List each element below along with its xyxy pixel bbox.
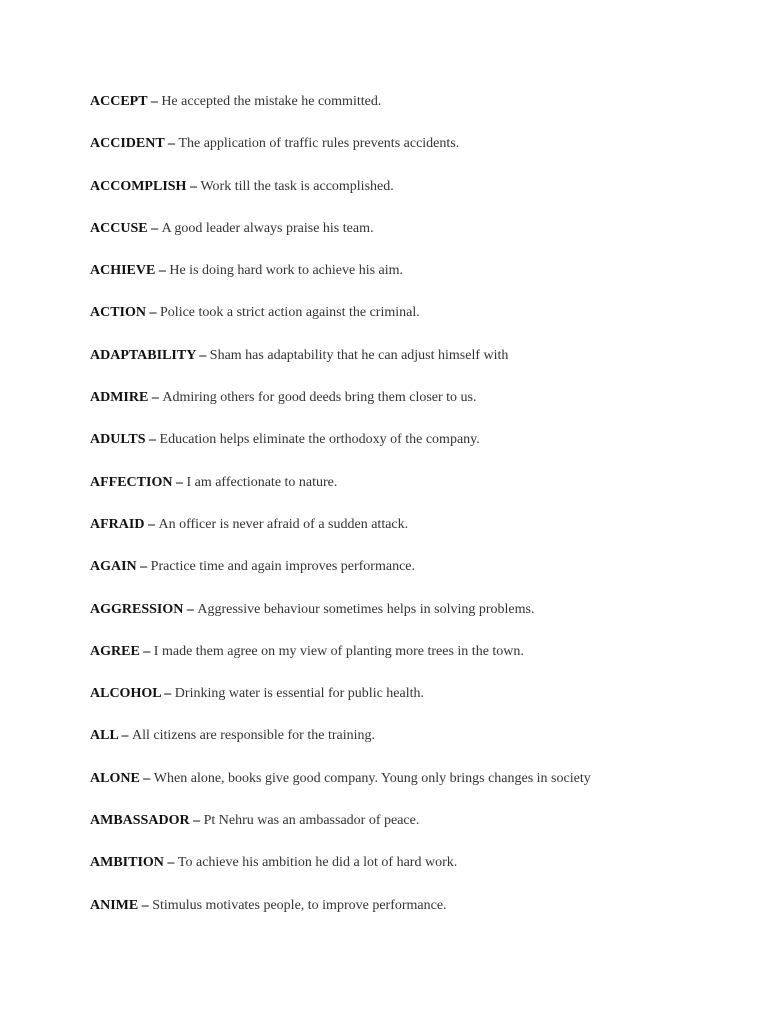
entry-word: ALCOHOL bbox=[90, 686, 161, 702]
entry-sentence: Stimulus motivates people, to improve performance. bbox=[152, 897, 447, 913]
vocabulary-entry bbox=[90, 469, 740, 511]
entry-word: ADMIRE bbox=[90, 390, 149, 406]
vocabulary-list bbox=[90, 88, 740, 934]
entry-separator: – bbox=[139, 643, 154, 659]
entry-sentence: Practice time and again improves performance. bbox=[150, 559, 416, 575]
entry-sentence: Police took a strict action against the criminal. bbox=[160, 305, 420, 321]
entry-sentence: Pt Nehru was an ambassador of peace. bbox=[203, 813, 420, 829]
entry-separator: – bbox=[138, 897, 153, 913]
entry-sentence: He is doing hard work to achieve his aim. bbox=[169, 263, 404, 279]
entry-word: AFRAID bbox=[90, 516, 145, 532]
vocabulary-entry bbox=[90, 299, 740, 341]
vocabulary-entry bbox=[90, 596, 740, 638]
entry-separator: – bbox=[139, 770, 154, 786]
vocabulary-entry bbox=[90, 680, 740, 722]
entry-sentence: I am affectionate to nature. bbox=[186, 474, 338, 490]
entry-separator: – bbox=[172, 474, 187, 490]
entry-word: AMBITION bbox=[90, 855, 164, 871]
vocabulary-entry bbox=[90, 88, 740, 130]
vocabulary-entry bbox=[90, 892, 740, 934]
entry-word: AGAIN bbox=[90, 559, 137, 575]
entry-separator: – bbox=[183, 601, 198, 617]
vocabulary-entry bbox=[90, 553, 740, 595]
entry-word: ACHIEVE bbox=[90, 263, 156, 279]
vocabulary-entry bbox=[90, 130, 740, 172]
vocabulary-entry bbox=[90, 215, 740, 257]
entry-sentence: Education helps eliminate the orthodoxy of the company. bbox=[159, 432, 480, 448]
entry-sentence: All citizens are responsible for the training. bbox=[132, 728, 375, 744]
entry-sentence: Aggressive behaviour sometimes helps in solving problems. bbox=[197, 601, 535, 617]
entry-sentence: I made them agree on my view of planting more trees in the town. bbox=[153, 643, 524, 659]
entry-separator: – bbox=[148, 390, 163, 406]
entry-sentence: Sham has adaptability that he can adjust himself with bbox=[209, 347, 509, 363]
entry-word: AGGRESSION bbox=[90, 601, 184, 617]
entry-word: ADULTS bbox=[90, 432, 146, 448]
entry-sentence: An officer is never afraid of a sudden attack. bbox=[158, 516, 409, 532]
entry-sentence: He accepted the mistake he committed. bbox=[161, 94, 382, 109]
entry-sentence: Admiring others for good deeds bring them closer to us. bbox=[162, 390, 477, 406]
entry-sentence: Work till the task is accomplished. bbox=[200, 178, 394, 194]
entry-separator: – bbox=[136, 559, 151, 575]
entry-sentence: The application of traffic rules prevents accidents. bbox=[178, 136, 460, 152]
entry-word: ACCIDENT bbox=[90, 136, 165, 152]
vocabulary-entry bbox=[90, 342, 740, 384]
entry-word: ADAPTABILITY bbox=[90, 347, 196, 363]
vocabulary-entry bbox=[90, 173, 740, 215]
vocabulary-entry bbox=[90, 638, 740, 680]
entry-sentence: When alone, books give good company. Young only brings changes in society bbox=[153, 770, 591, 786]
vocabulary-entry bbox=[90, 765, 740, 807]
entry-word: AGREE bbox=[90, 643, 140, 659]
entry-word: ANIME bbox=[90, 897, 139, 913]
entry-sentence: To achieve his ambition he did a lot of hard work. bbox=[177, 855, 458, 871]
entry-word: ACTION bbox=[90, 305, 147, 321]
entry-word: ALL bbox=[90, 728, 119, 744]
vocabulary-entry bbox=[90, 384, 740, 426]
entry-separator: – bbox=[147, 220, 162, 236]
entry-separator: – bbox=[186, 178, 201, 194]
vocabulary-entry bbox=[90, 722, 740, 764]
entry-separator: – bbox=[118, 728, 133, 744]
entry-separator: – bbox=[144, 516, 159, 532]
entry-word: ACCOMPLISH bbox=[90, 178, 187, 194]
vocabulary-entry bbox=[90, 511, 740, 553]
vocabulary-entry bbox=[90, 807, 740, 849]
entry-separator: – bbox=[195, 347, 210, 363]
entry-separator: – bbox=[146, 305, 161, 321]
vocabulary-entry bbox=[90, 849, 740, 891]
entry-separator: – bbox=[164, 136, 179, 152]
entry-word: AFFECTION bbox=[90, 474, 173, 490]
entry-separator: – bbox=[145, 432, 160, 448]
entry-separator: – bbox=[147, 94, 162, 109]
entry-separator: – bbox=[155, 263, 170, 279]
entry-word: AMBASSADOR bbox=[90, 813, 190, 829]
entry-separator: – bbox=[160, 686, 175, 702]
entry-sentence: Drinking water is essential for public health. bbox=[174, 686, 425, 702]
entry-separator: – bbox=[163, 855, 178, 871]
vocabulary-entry bbox=[90, 257, 740, 299]
entry-word: ACCUSE bbox=[90, 220, 148, 236]
entry-word: ACCEPT bbox=[90, 94, 148, 109]
entry-sentence: A good leader always praise his team. bbox=[161, 220, 374, 236]
entry-word: ALONE bbox=[90, 770, 140, 786]
vocabulary-entry bbox=[90, 426, 740, 468]
entry-separator: – bbox=[189, 813, 204, 829]
